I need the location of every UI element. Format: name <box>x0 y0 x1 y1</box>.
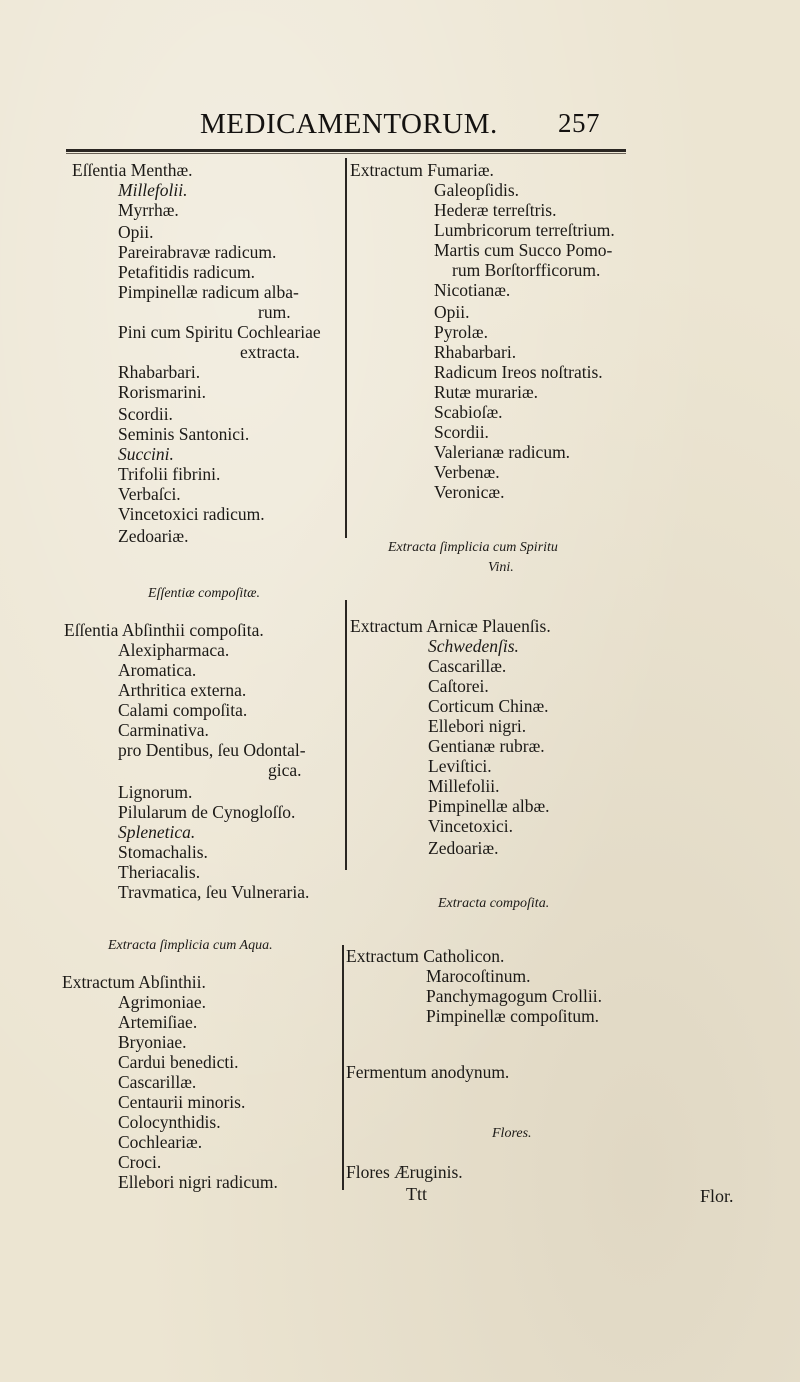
entry-nicotianae: Nicotianæ. <box>434 280 511 300</box>
entry-arthritica: Arthritica externa. <box>118 680 247 700</box>
entry-martis: Martis cum Succo Pomo- <box>434 240 613 260</box>
entry-cascarillae-r: Cascarillæ. <box>428 656 507 676</box>
entry-lumbricorum: Lumbricorum terreſtrium. <box>434 220 615 240</box>
entry-agrimoniae: Agrimoniae. <box>118 992 206 1012</box>
entry-pini: Pini cum Spiritu Cochleariae <box>118 322 321 342</box>
entry-zedoariae-r: Zedoariæ. <box>428 838 499 858</box>
entry-castorei: Caſtorei. <box>428 676 489 696</box>
entry-cochleariae: Cochleariæ. <box>118 1132 203 1152</box>
entry-levistici: Leviſtici. <box>428 756 492 776</box>
page-number: 257 <box>558 108 600 138</box>
entry-alexipharmaca: Alexipharmaca. <box>118 640 230 660</box>
entry-petasitidis: Petafitidis radicum. <box>118 262 256 282</box>
entry-galeopsidis: Galeopſidis. <box>434 180 520 200</box>
entry-extractum-fumariae: Extractum Fumariæ. <box>350 160 494 180</box>
entry-cascarillae-l: Cascarillæ. <box>118 1072 197 1092</box>
entry-martis-cont: rum Borſtorfficorum. <box>452 260 601 280</box>
entry-millefolii-r: Millefolii. <box>428 776 500 796</box>
entry-pyrolae: Pyrolæ. <box>434 322 488 342</box>
entry-gentianae: Gentianæ rubræ. <box>428 736 545 756</box>
entry-scabiosae: Scabioſæ. <box>434 402 503 422</box>
entry-verbenae: Verbenæ. <box>434 462 500 482</box>
entry-trifolii: Trifolii fibrini. <box>118 464 221 484</box>
entry-vincetoxici: Vincetoxici radicum. <box>118 504 265 524</box>
section-heading-extracta-spiritu-cont: Vini. <box>488 560 514 575</box>
section-heading-extracta-aqua: Extracta ſimplicia cum Aqua. <box>108 938 273 953</box>
entry-colocynthidis: Colocynthidis. <box>118 1112 221 1132</box>
section-heading-flores: Flores. <box>492 1126 532 1141</box>
catchword: Flor. <box>700 1186 734 1206</box>
entry-panchymagogum: Panchymagogum Crollii. <box>426 986 602 1006</box>
entry-myrrhae: Myrrhæ. <box>118 200 179 220</box>
entry-travmatica: Travmatica, ſeu Vulneraria. <box>118 882 310 902</box>
entry-corticum-chinae: Corticum Chinæ. <box>428 696 549 716</box>
entry-bryoniae: Bryoniae. <box>118 1032 187 1052</box>
entry-pilularum: Pilularum de Cynogloſſo. <box>118 802 296 822</box>
entry-scordii: Scordii. <box>118 404 173 424</box>
entry-extractum-catholicon: Extractum Catholicon. <box>346 946 505 966</box>
entry-cardui: Cardui benedicti. <box>118 1052 239 1072</box>
entry-pro-dentibus: pro Dentibus, ſeu Odontal- <box>118 740 306 760</box>
entry-centaurii: Centaurii minoris. <box>118 1092 246 1112</box>
entry-theriacalis: Theriacalis. <box>118 862 201 882</box>
entry-opii: Opii. <box>118 222 154 242</box>
entry-lignorum: Lignorum. <box>118 782 193 802</box>
entry-essentia-menthae: Eſſentia Menthæ. <box>72 160 193 180</box>
entry-seminis-santonici: Seminis Santonici. <box>118 424 250 444</box>
entry-flores-aeruginis: Flores Æruginis. <box>346 1162 463 1182</box>
entry-verbasci: Verbaſci. <box>118 484 181 504</box>
entry-aromatica: Aromatica. <box>118 660 197 680</box>
entry-essentia-absinthii: Eſſentia Abſinthii compoſita. <box>64 620 264 640</box>
section-heading-essentiae-compositae: Eſſentiæ compoſitæ. <box>148 586 260 601</box>
entry-croci: Croci. <box>118 1152 162 1172</box>
entry-succini: Succini. <box>118 444 174 464</box>
entry-splenetica: Splenetica. <box>118 822 196 842</box>
section-heading-extracta-composita: Extracta compoſita. <box>438 896 550 911</box>
entry-pareirabravae: Pareirabravæ radicum. <box>118 242 277 262</box>
entry-stomachalis: Stomachalis. <box>118 842 208 862</box>
entry-ellebori-radicum: Ellebori nigri radicum. <box>118 1172 278 1192</box>
entry-rhabarbari-r: Rhabarbari. <box>434 342 517 362</box>
entry-marocostinum: Marocoſtinum. <box>426 966 531 986</box>
entry-rutae: Rutæ murariæ. <box>434 382 539 402</box>
entry-pimpinellae-composita: Pimpinellæ compoſitum. <box>426 1006 600 1026</box>
entry-millefolii: Millefolii. <box>118 180 188 200</box>
entry-pini-cont: extracta. <box>240 342 300 362</box>
entry-extractum-arnicae: Extractum Arnicæ Plauenſis. <box>350 616 551 636</box>
entry-schwedensis: Schwedenſis. <box>428 636 519 656</box>
section-heading-extracta-spiritu: Extracta ſimplicia cum Spiritu <box>388 540 558 555</box>
entry-pimpinellae-albae: Pimpinellæ albæ. <box>428 796 550 816</box>
page-title: MEDICAMENTORUM. <box>200 108 498 140</box>
entry-calami: Calami compoſita. <box>118 700 248 720</box>
entry-rorismarini: Rorismarini. <box>118 382 206 402</box>
entry-pro-dentibus-cont: gica. <box>268 760 302 780</box>
entry-fermentum: Fermentum anodynum. <box>346 1062 510 1082</box>
entry-veronicae: Veronicæ. <box>434 482 505 502</box>
signature-mark: Ttt <box>406 1184 427 1204</box>
entry-artemisiae: Artemiſiae. <box>118 1012 198 1032</box>
entry-scordii-r: Scordii. <box>434 422 489 442</box>
entry-zedoariae: Zedoariæ. <box>118 526 189 546</box>
entry-vincetoxici-r: Vincetoxici. <box>428 816 513 836</box>
entry-opii-r: Opii. <box>434 302 470 322</box>
entry-carminativa: Carminativa. <box>118 720 209 740</box>
entry-pimpinellae: Pimpinellæ radicum alba- <box>118 282 299 302</box>
entry-pimpinellae-cont: rum. <box>258 302 291 322</box>
entry-hederae: Hederæ terreſtris. <box>434 200 557 220</box>
entry-rhabarbari: Rhabarbari. <box>118 362 201 382</box>
entry-ellebori-nigri: Ellebori nigri. <box>428 716 527 736</box>
entry-radicum-ireos: Radicum Ireos noſtratis. <box>434 362 603 382</box>
entry-extractum-absinthii: Extractum Abſinthii. <box>62 972 206 992</box>
entry-valerianae: Valerianæ radicum. <box>434 442 571 462</box>
